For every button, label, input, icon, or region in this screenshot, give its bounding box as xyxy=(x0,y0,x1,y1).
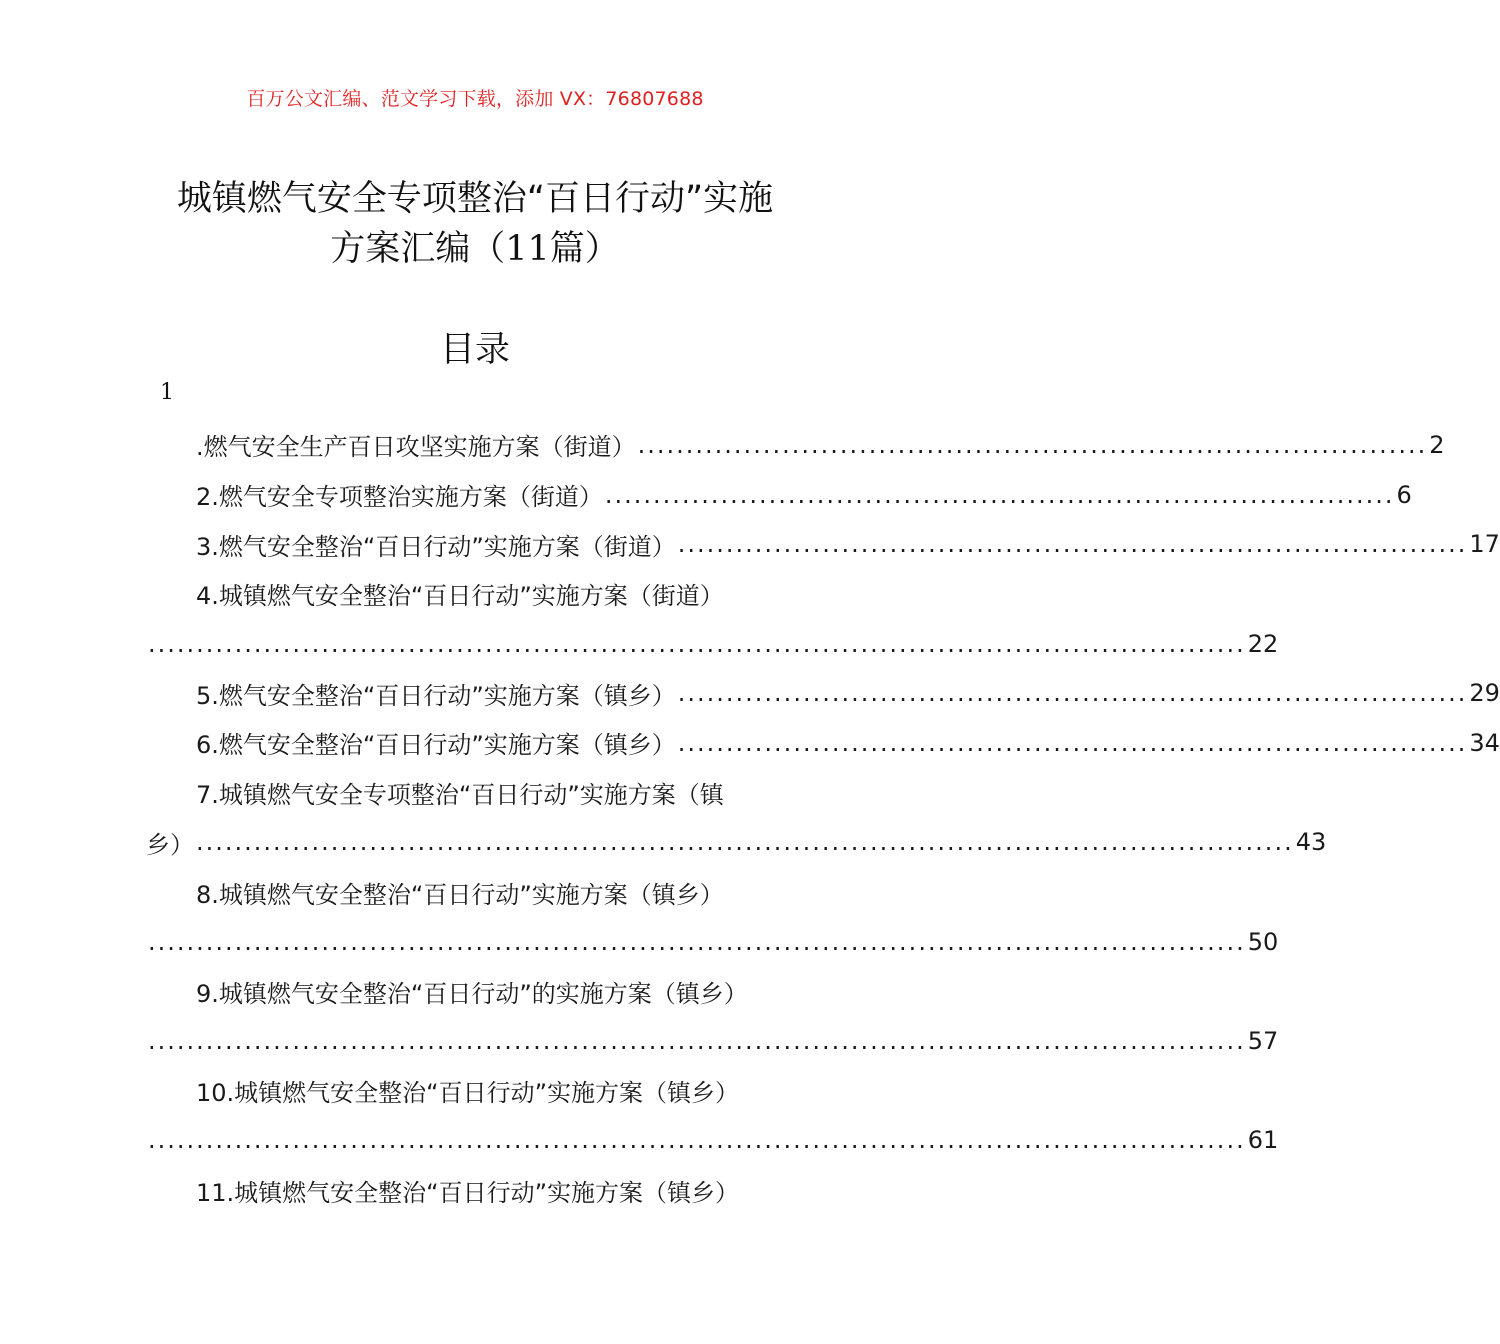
toc-entry-2[interactable]: 2.燃气安全专项整治实施方案（街道） .................................................................................. 6 xyxy=(196,480,1412,512)
toc-entry-10-line-1[interactable]: 10.城镇燃气安全整治“百日行动”实施方案（镇乡） xyxy=(196,1079,740,1108)
table-of-contents xyxy=(146,420,1500,1215)
toc-entry-6[interactable]: 6.燃气安全整治“百日行动”实施方案（镇乡） .................................................................................. 34 xyxy=(196,728,1500,760)
toc-entry-4-line-1[interactable]: 4.城镇燃气安全整治“百日行动”实施方案（街道） xyxy=(196,582,724,611)
stray-number: 1 xyxy=(160,380,174,405)
toc-entry-1[interactable]: .燃气安全生产百日攻坚实施方案（街道） .................................................................................. 2 xyxy=(196,430,1445,462)
toc-entry-8-line-1[interactable]: 8.城镇燃气安全整治“百日行动”实施方案（镇乡） xyxy=(196,880,724,909)
title-line-2: 方案汇编（11篇） xyxy=(330,229,620,269)
toc-entry-4-line-2[interactable]: .................................................................................................................. 22 xyxy=(148,629,1279,658)
toc-entry-9-line-2[interactable]: .................................................................................................................. 57 xyxy=(148,1027,1279,1056)
toc-entry-9-line-1[interactable]: 9.城镇燃气安全整治“百日行动”的实施方案（镇乡） xyxy=(196,979,748,1008)
title-line-1: 城镇燃气安全专项整治“百日行动”实施 xyxy=(176,179,774,219)
toc-entry-5[interactable]: 5.燃气安全整治“百日行动”实施方案（镇乡） .................................................................................. 29 xyxy=(196,679,1500,710)
header-note: 百万公文汇编、范文学习下载，添加 VX：76807688 xyxy=(246,88,704,110)
toc-entry-7-line-1[interactable]: 7.城镇燃气安全专项整治“百日行动”实施方案（镇 xyxy=(196,781,724,810)
toc-entry-11-line-1[interactable]: 11.城镇燃气安全整治“百日行动”实施方案（镇乡） xyxy=(196,1178,740,1207)
toc-entry-7-line-2[interactable]: 乡） .................................................................................................................. 43 xyxy=(146,828,1327,859)
document-title xyxy=(120,174,830,274)
toc-heading: 目录 xyxy=(439,330,510,370)
toc-entry-3[interactable]: 3.燃气安全整治“百日行动”实施方案（街道） .................................................................................. 17 xyxy=(196,530,1500,561)
toc-entry-10-line-2[interactable]: .................................................................................................................. 61 xyxy=(148,1126,1279,1155)
toc-entry-8-line-2[interactable]: .................................................................................................................. 50 xyxy=(148,927,1279,956)
